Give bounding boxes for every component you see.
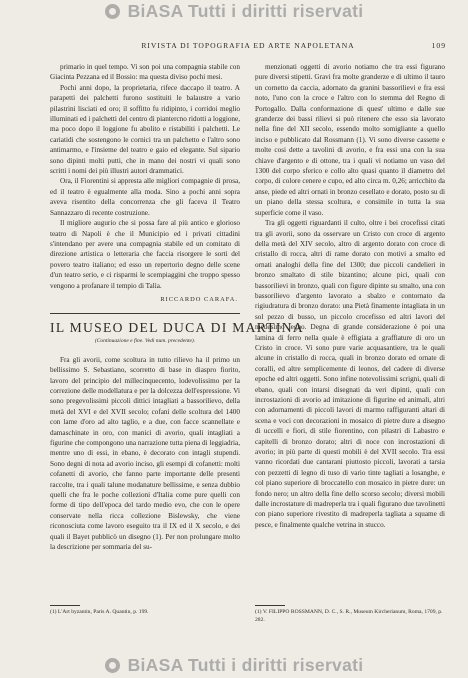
watermark-text: BiASA Tutti i diritti riservati <box>127 654 364 675</box>
section-title: IL MUSEO DEL DUCA DI MARTINA <box>50 320 304 336</box>
paragraph: Fra gli avorii, come scoltura in tutto rilievo ha il primo un bellissimo S. Sebastiano, scorretto di base in diaspro fiorito, lavoro del principio del millecinquecento, lodevolissimo per la correzione delle modellatura e per la dolcezza dell'espressione. Vi sono pregevolissimi piccoli dittici intagliati a bassorilievo, della metà del XVI e del XVII secolo; cofani delle scoltura del 1400 con lame d'oro ad alto taglio, e a due, con facce scannellate e damaschinate in oro, con manici di avorio, quali intagliati a figurine che compongono una narrazione tutta piena di leggiadria, mentre uno di essi, in ebano, è decorato con intagli stupendi. Sono degni di nota ad avorio inciso, gli esempi di cofanetti: molti cofanetti di avorio, che fanno parte importante delle presenti raccolte, tra i quali talune modanature bellissime, e senza dubbio quelli che fra le poche collezioni d'Italia come pure quelli con forme di tipo dell'epoca del tardo medio evo, che con le opere conservate nella ricca collezione Bislewsky, che viene riconosciuta come lavoro eseguito tra il IX ed il X secolo, e dei quali il Bayet pubblicò un disegno (1). Per non prolungare molto la descrizione per sommaria del su- <box>50 355 240 552</box>
section-subtitle: (Continuazione e fine. Vedi num. precedente). <box>94 338 196 345</box>
paragraph: primario in quel tempo. Vi son poi una compagnia stabile con Giacinta Pezzana ed il Bossio: ma questa diviso pochi mesi. <box>50 63 240 82</box>
watermark-text: BiASA Tutti i diritti riservati <box>127 0 364 21</box>
biasa-logo-icon <box>105 4 120 19</box>
right-column <box>255 62 445 664</box>
footnote-rule-right <box>255 605 285 606</box>
paragraph: menzionati oggetti di avorio notiamo che tra essi figurano pure diversi stipetti. Gravi fra molte granderze e di ultimo il tauro un cornetto da caccia, adornato da granini bassorilievi e fra essi noto, l'uno con la croce e l'altro con lo stemma del Regno di Portogallo. Dalla conformazione di quest' ultimo e dalle sue granderze dei bassi rilievi si può ritenere che esso sia lavorato nella fine del XII secolo, essendo molto somigliante a quello inciso e pubblicato dal Rossmann (1). Vi sono diverse cassette e molte cosi dette a tavolini di avorio, e fra essi una con la sua chiave d'argento e di ottone, tra i quali vi notiamo un vaso del 1300 del corpo sferico e collo alto quasi quanto il diametro del corpo, di colore cenere e cupo, ed alto circa m. 0,26; arricchito da anse, piede ed altri ornati in bronzo cesellato e dorato, posto su di un piano della stessa scoltura, e consimile in tutta la sua superficie come il vaso. <box>255 63 445 217</box>
paragraph: Pochi anni dopo, la proprietaria, rifece daccapo il teatro. A parapetti dei palchetti furono sostituiti le balaustre a vario pilastrini lisciati ed oro; il soffitto fu ridipinto, i corridoi meglio illuminati ed i palchetti del centro di piantercno ridotti a loggione, ma poco dopo il loggione fu abolito e ristabiliti i palchetti. Le cariatidi che sostengono le cornici tra un palchetto e l'altro sono antimarmo, e l'insieme del teatro e gaio ed elegante. Sul sipario sono dipinti molti putti, che in mano dei nostri vi quali sono scritti i nomi dei più illustri autori drammatici. <box>50 83 240 176</box>
author-signature: RICCARDO CARAFA. <box>160 295 238 303</box>
left-column <box>50 62 304 602</box>
footnote-rule-left <box>50 605 80 606</box>
footnote-left: (1) L'Art byzantin, Paris A. Quantin, p. 199. <box>50 609 149 615</box>
journal-title: RIVISTA DI TOPOGRAFIA ED ARTE NAPOLETANA <box>141 41 355 50</box>
paragraph: Ora, il Fiorentini si appresta alle migliori compagnie di prosa, ed il teatro è egualmente alla moda. Sino a pochi anni sopra aveva risentito della concorrenza che gli faceva il Teatro Sannazzaro di recente costruzione. <box>50 177 240 217</box>
biasa-logo-icon <box>105 658 120 673</box>
watermark-top <box>0 1 468 21</box>
paragraph: Tra gli oggetti riguardanti il culto, oltre i bei crocefissi citati tra gli avorii, sono da osservare un Cristo con croce di argento della metà del XIV secolo, altro di argento dorato con croce di cristallo di rocca, altri di rame dorato con motivi a smalto ed ornati analoghi della fine del 1300; due piccoli candelieri in bronzo smaltato di stile bizantino; alcune pici, quali con bassorilievi in bronzo, quali con figure dipinte su smalto, una con bassorilievo d'argento lavorato a sbalzo e contornato da rigiudratura di bronzo dorato: una Pietà finamente intagliata in un sol pezzo di busso, un piccolo crocefisso ed altri lavori del medesimo legno. Degna di grande considerazione è poi una lamina di ferro nella quale è effigiata a graffiature di oro un Cristo in croce. Vi sono pure varie acquasantiere, tra le quali alcune in cristallo di rocca, quali in bronzo dorato ed ornate di coralli, ed altre semplicemente di leonos, del cadere di diverse epoche ed altri oggetti. Sono infine notevolissimi scrigni, quali di ebano, quali con intarsi disegnati da veri dipinti, quali con incrostazioni di avorio ad imitazione di figurine ed animali, altri con adornamenti di piccoli lavori di marmo raffiguranti altari di scena e voci con decorazioni in mosaico di pietre dure a disegno di uccelli e fiori, di stile fiorentino, con pilastri di Labastro e capitelli di bronzo dorato; altri di noce con incrostazioni di avorio; in più parte di questi mobili è del XVII secolo. Tra essi vanno ricordati due cantarani piuttosto piccoli, lavorati a tarsia con pezzetti di legno di tuso di vario tinte tagliati a losanghe, e col piano superiore di broccatello con mosaico in pietre dure: un fondo nero; un altro della fine dello scorso secolo; diversi mobili dalle incrostature di madreperla tra i quali figurano due tavolinetti con piano superiore rivestito di madreperla tagliata a squame di pesce, e finalmente qualche vetrina in stucco. <box>255 219 445 529</box>
footnote-right: (1) V. FILIPPO ROSSMANN, D. C., S. R., Museum Kircherianum, Roma, 1709, p. 282. <box>255 609 443 623</box>
watermark-bottom <box>0 655 468 675</box>
paragraph: Il migliore augurio che si possa fare al più antico e glorioso teatro di Napoli è che il Municipio ed i privati cittadini s'intendano per avere una compagnia stabile ed un comitato di direzione artistica o letteraria che faccia risorgere le sorti del povero teatro italiano; ed esso un repertorio degno delle scene d'un teatro serio, e ci risparmi le scempiaggini che troppo spesso vengono a profanare il tempio di Talìa. <box>50 219 240 290</box>
page-number: 109 <box>431 41 446 50</box>
section-rule <box>50 313 240 314</box>
running-head <box>50 41 446 52</box>
